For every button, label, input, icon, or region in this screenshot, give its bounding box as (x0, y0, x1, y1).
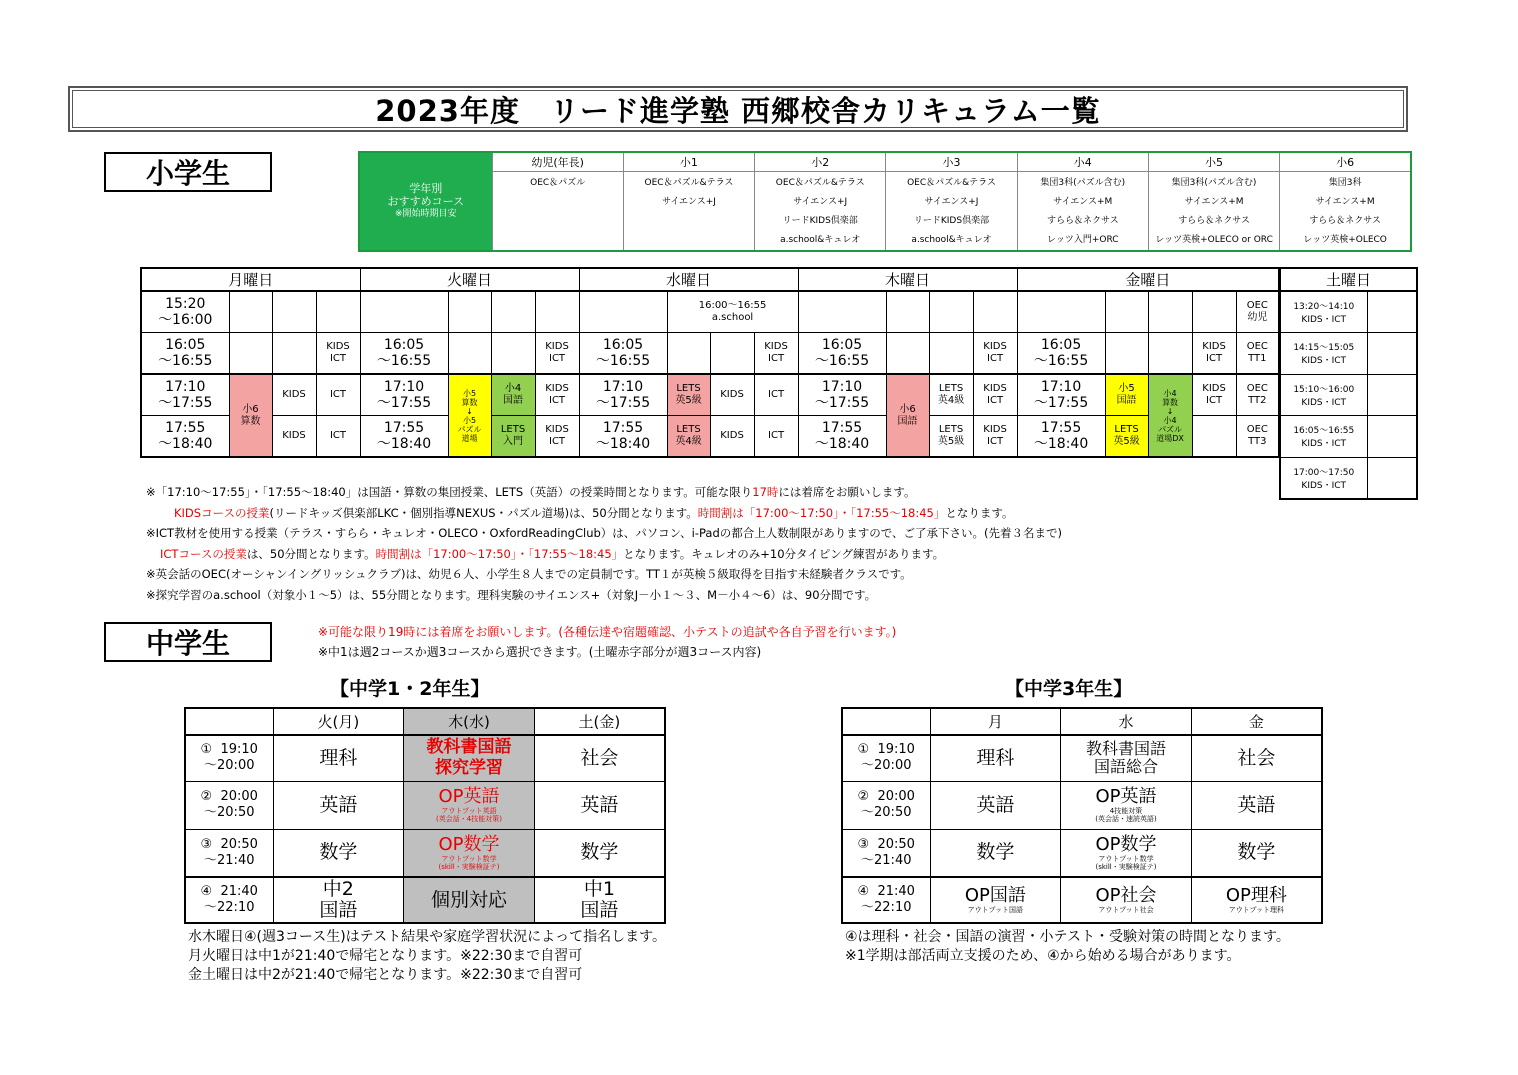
jh3-table (841, 707, 1323, 924)
subject-cell: OP英語 アウトプット英語 (英会話・4技能対策) (404, 781, 535, 829)
time-slot: 17:10 ～17:55 (579, 374, 667, 415)
kids-ict-cell: KIDS ICT (535, 332, 579, 374)
junior-section-label: 中学生 (104, 622, 272, 662)
time-slot: 17:10 ～17:55 (798, 374, 886, 415)
wed-lets-4kyu: LETS 英4級 (667, 415, 710, 457)
day-header-tue: 火曜日 (360, 268, 579, 291)
time-slot: 17:55 ～18:40 (360, 415, 448, 457)
col-header: 火(月) (273, 708, 404, 735)
fri-sho5-kokugo: 小5 国語 (1105, 374, 1148, 415)
subject-cell: OP英語 4技能対策 (英会話・速読英語) (1061, 781, 1192, 829)
subject-cell: OP社会 アウトプット社会 (1061, 877, 1192, 923)
corner-cell (842, 708, 930, 735)
course-side-label (359, 152, 492, 251)
period-cell: ④ 21:40 ～22:10 (842, 877, 930, 923)
period-cell: ③ 20:50 ～21:40 (842, 829, 930, 877)
kids-cell: KIDS (710, 374, 754, 415)
junior-note: ※中1は週2コースか週3コースから選択できます。(土曜赤字部分が週3コース内容) (318, 645, 762, 659)
wed-lets-5kyu: LETS 英5級 (667, 374, 710, 415)
day-header-mon: 月曜日 (141, 268, 360, 291)
col-header: 土(金) (534, 708, 665, 735)
sat-slot: 17:00～17:50 KIDS・ICT (1280, 457, 1367, 499)
subject-cell: 中2 国語 (273, 877, 404, 923)
col-header: 水 (1061, 708, 1192, 735)
oec-cell: OEC TT2 (1236, 374, 1279, 415)
footnote: ④は理科・社会・国語の演習・小テスト・受験対策の時間となります。 (845, 929, 1290, 945)
saturday-schedule-table (1279, 267, 1418, 500)
subject-cell: OP数学 アウトプット数学 (skill・実験検証テ) (1061, 829, 1192, 877)
oec-cell: OEC TT3 (1236, 415, 1279, 457)
grade-header: 小6 (1280, 152, 1411, 172)
thu-sho6-kokugo: 小6 国語 (886, 374, 929, 457)
course-cell: 集団3科(パズル含む) サイエンス+M すらら＆ネクサス レッツ入門+ORC (1017, 172, 1148, 252)
ict-cell: ICT (754, 374, 798, 415)
kids-ict-cell: KIDS ICT (1192, 332, 1236, 374)
course-side-note: ※開始時期目安 (394, 209, 457, 219)
sat-slot: 13:20～14:10 KIDS・ICT (1280, 291, 1367, 332)
time-slot: 16:05 ～16:55 (1017, 332, 1105, 374)
course-cell: 集団3科 サイエンス+M すらら＆ネクサス レッツ英検+OLECO (1280, 172, 1411, 252)
time-slot: 17:55 ～18:40 (141, 415, 229, 457)
course-side-line: 学年別 (409, 182, 443, 195)
subject-cell: 社会 (534, 735, 665, 781)
junior-note-red: ※可能な限り19時には着席をお願いします。(各種伝達や宿題確認、小テストの追試や各自予習を行います。) (318, 625, 897, 639)
ict-cell: ICT (754, 415, 798, 457)
subject-cell: 社会 (1191, 735, 1322, 781)
tue-sho5-block: 小5 算数 ↓ 小5 パズル 道場 (448, 374, 491, 457)
grade-header: 幼児(年長) (492, 152, 623, 172)
subject-cell: 教科書国語 探究学習 (404, 735, 535, 781)
wed-aschool-cell: 16:00～16:55 a.school (667, 291, 798, 332)
time-slot: 16:05 ～16:55 (579, 332, 667, 374)
recommended-course-table (358, 151, 1412, 252)
subject-cell: 英語 (930, 781, 1061, 829)
course-cell: OEC＆パズル&テラス サイエンス+J (623, 172, 754, 252)
col-header: 金 (1191, 708, 1322, 735)
time-slot: 17:55 ～18:40 (579, 415, 667, 457)
period-cell: ① 19:10 ～20:00 (842, 735, 930, 781)
subject-cell: 理科 (930, 735, 1061, 781)
period-cell: ③ 20:50 ～21:40 (185, 829, 273, 877)
note-line: ※探究学習のa.school（対象小１～5）は、55分間となります。理科実験のサイエンス+（対象J－小１～３、M－小４～6）は、90分間です。 (146, 587, 877, 602)
jh3-heading: 【中学3年生】 (1005, 678, 1133, 700)
footnote: ※1学期は部活両立支援のため、④から始める場合があります。 (845, 948, 1241, 964)
ict-cell: ICT (316, 415, 360, 457)
subject-cell: 英語 (273, 781, 404, 829)
fri-sho4-block: 小4 算数 ↓ 小4 パズル 道場DX (1148, 374, 1192, 457)
mon-sho6-sansu: 小6 算数 (229, 374, 272, 457)
grade-header: 小3 (886, 152, 1017, 172)
kids-ict-cell: KIDS ICT (973, 332, 1017, 374)
kids-ict-cell: KIDS ICT (973, 374, 1017, 415)
jh12-footnotes (188, 928, 666, 985)
time-slot: 17:10 ～17:55 (360, 374, 448, 415)
corner-cell (185, 708, 273, 735)
ict-cell: ICT (316, 374, 360, 415)
subject-cell: 数学 (273, 829, 404, 877)
time-slot: 16:05 ～16:55 (798, 332, 886, 374)
course-cell: OEC＆パズル (492, 172, 623, 252)
jh12-heading: 【中学1・2年生】 (330, 678, 490, 700)
time-slot: 17:55 ～18:40 (1017, 415, 1105, 457)
time-slot: 16:05 ～16:55 (141, 332, 229, 374)
course-cell: OEC＆パズル&テラス サイエンス+J リードKIDS倶楽部 a.school&キュレオ (755, 172, 886, 252)
note-line: ICTコースの授業は、50分間となります。時間割は「17:00～17:50」・「17:55～18:45」となります。キュレオのみ+10分タイピング練習があります。 (160, 546, 945, 561)
day-header-thu: 木曜日 (798, 268, 1017, 291)
footnote: 水木曜日④(週3コース生)はテスト結果や家庭学習状況によって指名します。 (188, 929, 666, 945)
kids-ict-cell: KIDS ICT (754, 332, 798, 374)
subject-cell: 数学 (534, 829, 665, 877)
elementary-notes (146, 482, 1062, 605)
col-header: 月 (930, 708, 1061, 735)
time-slot: 17:10 ～17:55 (141, 374, 229, 415)
day-header-wed: 水曜日 (579, 268, 798, 291)
footnote: 月火曜日は中1が21:40で帰宅となります。※22:30まで自習可 (188, 948, 583, 964)
subject-cell: 数学 (1191, 829, 1322, 877)
page-title: 2023年度 リード進学塾 西郷校舎カリキュラム一覧 (68, 86, 1408, 132)
period-cell: ① 19:10 ～20:00 (185, 735, 273, 781)
col-header: 木(水) (404, 708, 535, 735)
kids-ict-cell: KIDS ICT (316, 332, 360, 374)
subject-cell: 英語 (1191, 781, 1322, 829)
kids-cell: KIDS (272, 374, 316, 415)
note-line: ※英会話のOEC(オーシャンイングリッシュクラブ)は、幼児６人、小学生８人までの定員制です。TT１が英検５級取得を目指す未経験者クラスです。 (146, 567, 912, 581)
footnote: 金土曜日は中2が21:40で帰宅となります。※22:30まで自習可 (188, 967, 583, 983)
course-side-line: おすすめコース (387, 195, 465, 208)
kids-cell: KIDS (710, 415, 754, 457)
sat-slot: 14:15～15:05 KIDS・ICT (1280, 332, 1367, 374)
grade-header: 小2 (755, 152, 886, 172)
tue-sho4-kokugo: 小4 国語 (491, 374, 535, 415)
course-cell: 集団3科(パズル含む) サイエンス+M すらら＆ネクサス レッツ英検+OLECO or ORC (1148, 172, 1279, 252)
sat-slot: 16:05～16:55 KIDS・ICT (1280, 415, 1367, 457)
thu-lets-5kyu: LETS 英5級 (929, 415, 973, 457)
period-cell: ② 20:00 ～20:50 (842, 781, 930, 829)
kids-ict-cell: KIDS ICT (535, 374, 579, 415)
time-slot: 17:10 ～17:55 (1017, 374, 1105, 415)
day-header-fri: 金曜日 (1017, 268, 1279, 291)
course-cell: OEC＆パズル&テラス サイエンス+J リードKIDS倶楽部 a.school&キュレオ (886, 172, 1017, 252)
fri-lets-5kyu: LETS 英5級 (1105, 415, 1148, 457)
period-cell: ② 20:00 ～20:50 (185, 781, 273, 829)
tue-lets-nyumon: LETS 入門 (491, 415, 535, 457)
subject-cell: 教科書国語 国語総合 (1061, 735, 1192, 781)
kids-ict-cell: KIDS ICT (973, 415, 1017, 457)
kids-ict-cell: KIDS ICT (1192, 374, 1236, 415)
note-line: ※ICT教材を使用する授業（テラス・すらら・キュレオ・OLECO・OxfordReadingClub）は、パソコン、i-Padの都合上人数制限がありますので、ご了承下さい。(先着３名まで) (146, 526, 1062, 540)
time-slot: 15:20 ～16:00 (141, 291, 229, 332)
oec-cell: OEC TT1 (1236, 332, 1279, 374)
weekly-schedule-table (140, 267, 1280, 458)
subject-cell: 個別対応 (404, 877, 535, 923)
time-slot: 17:55 ～18:40 (798, 415, 886, 457)
note-line: KIDSコースの授業(リードキッズ倶楽部LKC・個別指導NEXUS・パズル道場)は、50分間となります。時間割は「17:00～17:50」・「17:55～18:45」となります。 (174, 505, 1014, 520)
subject-cell: 中1 国語 (534, 877, 665, 923)
subject-cell: 英語 (534, 781, 665, 829)
note-line: ※「17:10～17:55」・「17:55～18:40」は国語・算数の集団授業、LETS（英語）の授業時間となります。可能な限り17時には着席をお願いします。 (146, 485, 916, 499)
oec-cell: OEC 幼児 (1236, 291, 1279, 332)
sat-slot: 15:10～16:00 KIDS・ICT (1280, 374, 1367, 415)
time-slot: 16:05 ～16:55 (360, 332, 448, 374)
jh12-table (184, 707, 666, 924)
day-header-sat: 土曜日 (1280, 268, 1417, 291)
grade-header: 小5 (1148, 152, 1279, 172)
period-cell: ④ 21:40 ～22:10 (185, 877, 273, 923)
kids-ict-cell: KIDS ICT (535, 415, 579, 457)
jh3-footnotes (845, 928, 1290, 966)
grade-header: 小1 (623, 152, 754, 172)
subject-cell: OP数学 アウトプット数学 (skill・実験検証テ) (404, 829, 535, 877)
thu-lets-4kyu: LETS 英4級 (929, 374, 973, 415)
kids-cell: KIDS (272, 415, 316, 457)
subject-cell: OP国語 アウトプット国語 (930, 877, 1061, 923)
subject-cell: 理科 (273, 735, 404, 781)
elementary-section-label: 小学生 (104, 152, 272, 192)
subject-cell: OP理科 アウトプット理科 (1191, 877, 1322, 923)
grade-header: 小4 (1017, 152, 1148, 172)
subject-cell: 数学 (930, 829, 1061, 877)
